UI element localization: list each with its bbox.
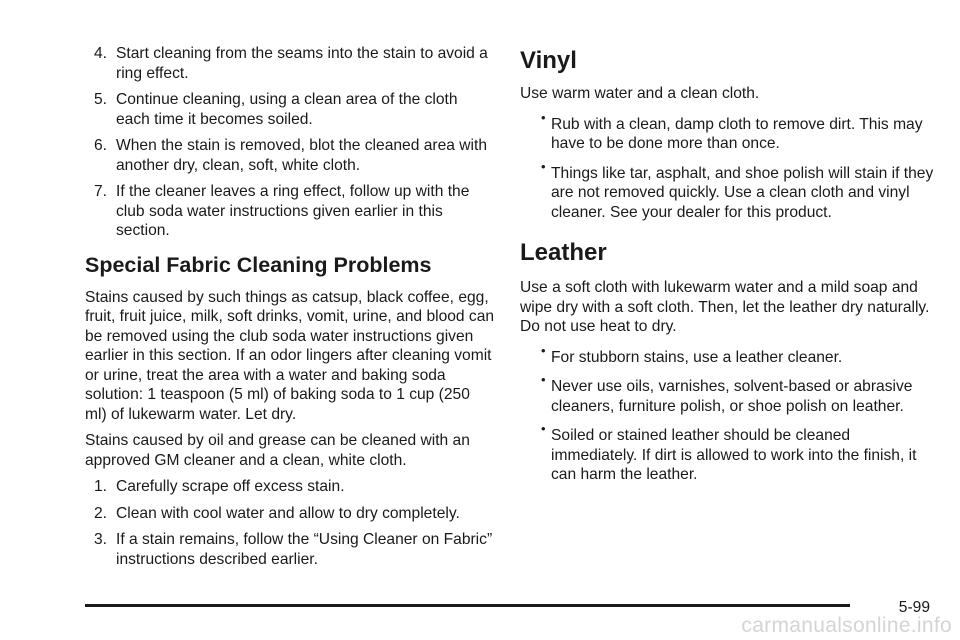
list-item: • Rub with a clean, damp cloth to remove dirt. This may have to be done more than once. <box>541 109 923 152</box>
bullet-icon: • <box>541 421 546 436</box>
paragraph-stains-catsup: Stains caused by such things as catsup, black coffee, egg, fruit, fruit juice, milk, soft drinks, vomit, urine, and blood can be removed using the club soda water instructions given earlier in this section. If an odor lingers after cleaning vomit or urine, treat the area with a water and baking soda solution: 1 teaspoon (5 ml) of baking soda to 1 cup (250 ml) of lukewarm water. Let dry. <box>85 288 495 423</box>
leather-bullet-list <box>520 344 940 485</box>
section-heading-leather: Leather <box>520 239 607 266</box>
list-item: • Never use oils, varnishes, solvent-based or abrasive cleaners, furniture polish, or shoe polish on leather. <box>541 372 913 415</box>
right-column <box>520 44 940 491</box>
list-item: • For stubborn stains, use a leather cleaner. <box>541 342 843 366</box>
list-item: 4. Start cleaning from the seams into the stain to avoid a ring effect. <box>94 45 488 82</box>
list-item: 6. When the stain is removed, blot the cleaned area with another dry, clean, soft, white cloth. <box>94 137 487 174</box>
bullet-icon: • <box>541 109 546 125</box>
bullet-icon: • <box>541 372 546 387</box>
list-item: 7. If the cleaner leaves a ring effect, follow up with the club soda water instructions given earlier in this section. <box>94 183 470 239</box>
left-column <box>85 44 495 576</box>
section-heading-vinyl: Vinyl <box>520 47 577 74</box>
list-item: 1. Carefully scrape off excess stain. <box>94 478 345 495</box>
page-number: 5-99 <box>898 599 930 616</box>
footer-rule <box>85 604 850 607</box>
list-item: • Soiled or stained leather should be cleaned immediately. If dirt is allowed to work into the finish, it can harm the leather. <box>541 421 917 483</box>
list-item: 3. If a stain remains, follow the “Using Cleaner on Fabric” instructions described earlier. <box>94 531 493 568</box>
watermark-text: carmanualsonline.info <box>741 614 952 637</box>
bullet-icon: • <box>541 158 546 174</box>
steps-list-bottom <box>85 477 495 569</box>
steps-list-top <box>85 44 495 241</box>
list-item: 5. Continue cleaning, using a clean area of the cloth each time it becomes soiled. <box>94 91 458 128</box>
section-heading-special-fabric: Special Fabric Cleaning Problems <box>85 252 432 277</box>
list-item: 2. Clean with cool water and allow to dry completely. <box>94 504 460 522</box>
paragraph-stains-oil: Stains caused by oil and grease can be cleaned with an approved GM cleaner and a clean, white cloth. <box>85 432 470 469</box>
list-item: • Things like tar, asphalt, and shoe polish will stain if they are not removed quickly. Use a clean cloth and vinyl cleaner. See your dealer for this product. <box>541 158 934 221</box>
vinyl-bullet-list <box>520 111 940 223</box>
paragraph-leather-intro: Use a soft cloth with lukewarm water and a mild soap and wipe dry with a soft cloth. Then, let the leather dry naturally. Do not use heat to dry. <box>520 279 930 335</box>
paragraph-vinyl-intro: Use warm water and a clean cloth. <box>520 85 760 102</box>
bullet-icon: • <box>541 342 546 358</box>
